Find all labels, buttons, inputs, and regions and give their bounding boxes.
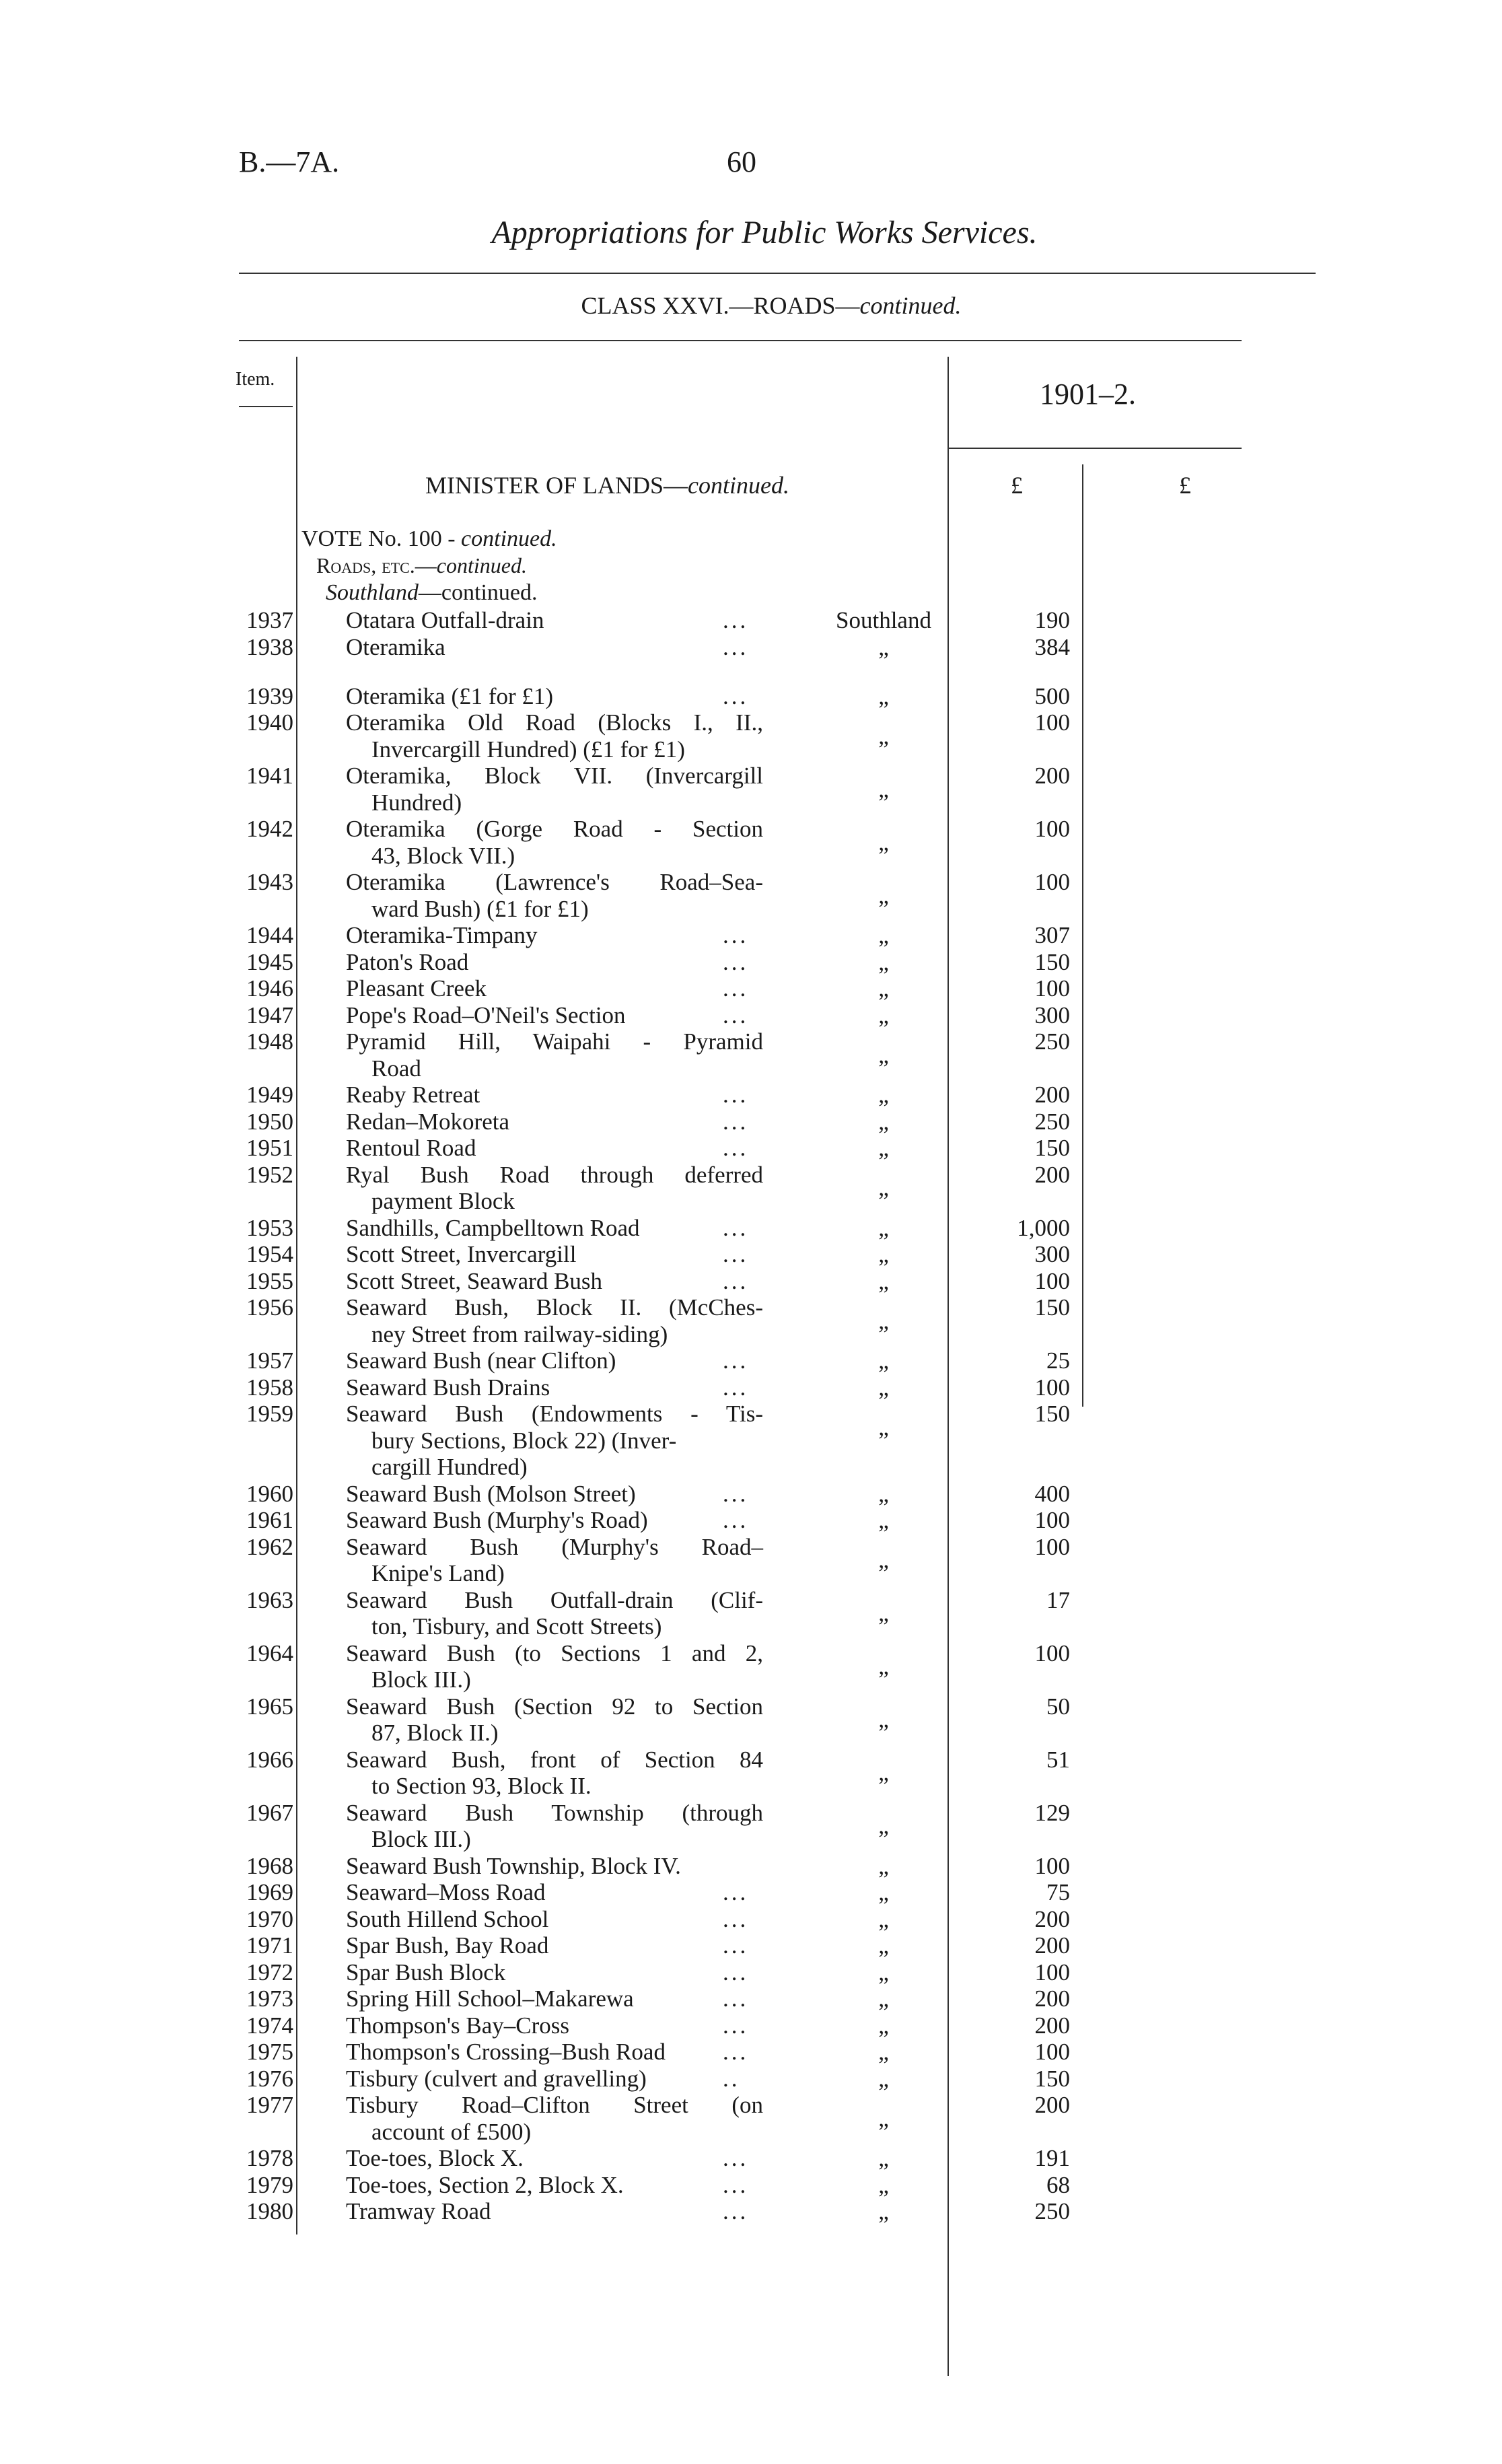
item-name-line: Sandhills, Campbelltown Road: [346, 1214, 640, 1241]
item-name: [346, 1507, 763, 1534]
item-number: 1955: [246, 1267, 293, 1294]
item-locality: „: [878, 2105, 889, 2132]
item-locality: „: [878, 1600, 889, 1627]
item-name-line: Seaward Bush Outfall-drain (Clif-: [346, 1586, 763, 1613]
item-name: [346, 816, 763, 869]
item-name: [346, 1268, 763, 1295]
item-amount: 100: [1034, 1267, 1070, 1294]
item-locality: „: [878, 922, 889, 949]
item-name: [346, 1002, 763, 1029]
item-name-line: Block III.): [371, 1826, 471, 1853]
item-amount: 307: [1034, 922, 1070, 949]
item-locality: „: [878, 1267, 889, 1294]
item-number: 1940: [246, 709, 293, 736]
item-name-line: Scott Street, Seaward Bush: [346, 1267, 603, 1294]
item-name: [346, 1135, 763, 1162]
item-name-line: Seaward–Moss Road: [346, 1879, 546, 1906]
item-name: [346, 1347, 763, 1374]
item-number: 1968: [246, 1852, 293, 1879]
leader-dots: ...: [723, 1267, 749, 1294]
leader-dots: ...: [723, 1905, 749, 1932]
item-locality: „: [878, 1653, 889, 1680]
item-locality: „: [878, 1507, 889, 1534]
item-header-underline: [239, 406, 293, 407]
item-amount: 190: [1034, 607, 1070, 633]
item-locality: „: [878, 1347, 889, 1374]
leader-dots: ...: [723, 1985, 749, 2012]
item-name: [346, 709, 763, 763]
item-locality: „: [878, 1041, 889, 1068]
leader-dots: ...: [723, 2145, 749, 2172]
item-name: [346, 922, 763, 949]
currency-header-1: £: [1011, 472, 1023, 499]
item-amount: 100: [1034, 1374, 1070, 1401]
item-locality: „: [878, 2012, 889, 2039]
item-amount: 150: [1034, 1135, 1070, 1162]
item-name: [346, 1906, 763, 1933]
item-amount: 100: [1034, 1533, 1070, 1560]
item-name-line: ton, Tisbury, and Scott Streets): [371, 1613, 662, 1640]
item-name-line: Seaward Bush Township (through: [346, 1799, 763, 1826]
item-name-line: Oteramika Old Road (Blocks I., II.,: [346, 709, 763, 736]
item-name-line: Thompson's Crossing–Bush Road: [346, 2039, 666, 2066]
item-number: 1937: [246, 607, 293, 633]
item-number: 1961: [246, 1507, 293, 1534]
item-name: [346, 1959, 763, 1986]
item-locality: „: [878, 1547, 889, 1574]
leader-dots: ..: [723, 2065, 740, 2092]
roads-heading-suffix: continued.: [436, 553, 527, 577]
item-name-line: Block III.): [371, 1666, 471, 1693]
item-name-line: Seaward Bush, front of Section 84: [346, 1746, 763, 1773]
item-name-line: Spar Bush, Bay Road: [346, 1932, 549, 1959]
leader-dots: ...: [723, 1932, 749, 1959]
item-number: 1979: [246, 2171, 293, 2198]
vote-heading-suffix: continued.: [461, 526, 557, 551]
item-name: [346, 1879, 763, 1906]
item-name-line: Invercargill Hundred) (£1 for £1): [371, 736, 685, 763]
item-name-line: Reaby Retreat: [346, 1082, 480, 1108]
item-amount: 68: [1046, 2171, 1070, 2198]
item-name: [346, 949, 763, 976]
item-name: [346, 2039, 763, 2066]
item-amount: 150: [1034, 948, 1070, 975]
item-name-line: Seaward Bush (Endowments - Tis-: [346, 1401, 763, 1428]
item-locality: „: [878, 1879, 889, 1906]
item-locality: „: [878, 1759, 889, 1786]
item-name: [346, 683, 763, 710]
item-locality: „: [878, 1959, 889, 1985]
item-locality: „: [878, 1082, 889, 1108]
item-number: 1948: [246, 1028, 293, 1055]
item-locality: Southland: [836, 607, 931, 633]
item-name-line: Tisbury (culvert and gravelling): [346, 2065, 647, 2092]
item-locality: „: [878, 1307, 889, 1334]
item-amount: 200: [1034, 1985, 1070, 2012]
item-name-line: bury Sections, Block 22) (Inver-: [371, 1427, 677, 1454]
item-locality: „: [878, 722, 889, 749]
item-name: [346, 1108, 763, 1135]
item-number: 1949: [246, 1082, 293, 1108]
leader-dots: ...: [723, 1507, 749, 1534]
item-number: 1972: [246, 1959, 293, 1985]
subsection-heading: [326, 580, 537, 606]
item-name: [346, 2145, 763, 2172]
item-amount: 75: [1046, 1879, 1070, 1906]
item-number: 1970: [246, 1905, 293, 1932]
item-name-line: account of £500): [371, 2118, 532, 2145]
item-amount: 500: [1034, 682, 1070, 709]
item-amount: 100: [1034, 1852, 1070, 1879]
item-name: [346, 1932, 763, 1959]
item-name-line: to Section 93, Block II.: [371, 1773, 592, 1800]
item-number: 1954: [246, 1241, 293, 1268]
item-locality: „: [878, 1480, 889, 1507]
item-name: [346, 1587, 763, 1640]
leader-dots: ...: [723, 1480, 749, 1507]
item-name: [346, 1162, 763, 1215]
item-number: 1952: [246, 1161, 293, 1188]
document-reference: B.—7A.: [239, 145, 340, 178]
item-locality: „: [878, 1001, 889, 1028]
header-rule: [239, 340, 1242, 341]
item-number: 1953: [246, 1214, 293, 1241]
item-name-line: Seaward Bush Drains: [346, 1374, 550, 1401]
item-name: [346, 1215, 763, 1242]
item-name: [346, 607, 763, 634]
item-name-line: Seaward Bush (to Sections 1 and 2,: [346, 1640, 763, 1666]
item-amount: 200: [1034, 1161, 1070, 1188]
item-number: 1974: [246, 2012, 293, 2039]
item-locality: „: [878, 1852, 889, 1879]
item-name-line: Scott Street, Invercargill: [346, 1241, 577, 1268]
item-amount: 200: [1034, 1932, 1070, 1959]
item-name-line: Pope's Road–O'Neil's Section: [346, 1001, 626, 1028]
item-name-line: Toe-toes, Block X.: [346, 2145, 524, 2172]
item-name-line: Seaward Bush (Murphy's Road–: [346, 1533, 763, 1560]
item-locality: „: [878, 975, 889, 1002]
item-number: 1951: [246, 1135, 293, 1162]
item-locality: „: [878, 1214, 889, 1241]
leader-dots: ...: [723, 1374, 749, 1401]
item-column-divider: [296, 357, 297, 2234]
item-locality: „: [878, 1413, 889, 1440]
item-amount: 250: [1034, 1028, 1070, 1055]
item-name-line: Seaward Bush Township, Block IV.: [346, 1852, 681, 1879]
item-amount: 300: [1034, 1241, 1070, 1268]
second-amount-column-divider: [1082, 464, 1083, 1407]
item-amount: 100: [1034, 816, 1070, 843]
item-number: 1945: [246, 948, 293, 975]
item-name-line: Spar Bush Block: [346, 1959, 506, 1985]
item-name: [346, 2012, 763, 2039]
item-name-line: Redan–Mokoreta: [346, 1108, 509, 1135]
item-amount: 100: [1034, 869, 1070, 896]
item-amount: 129: [1034, 1799, 1070, 1826]
item-amount: 400: [1034, 1480, 1070, 1507]
leader-dots: ...: [723, 1082, 749, 1108]
item-name-line: cargill Hundred): [371, 1454, 528, 1481]
item-name-line: 87, Block II.): [371, 1720, 499, 1747]
item-locality: „: [878, 2198, 889, 2225]
subsection-heading-suffix: —continued.: [418, 580, 538, 605]
item-name-line: payment Block: [371, 1188, 515, 1215]
item-amount: 150: [1034, 1294, 1070, 1321]
item-locality: „: [878, 1706, 889, 1733]
item-name: [346, 1082, 763, 1108]
item-number: 1939: [246, 682, 293, 709]
item-column-header: Item.: [236, 369, 275, 390]
item-amount: 300: [1034, 1001, 1070, 1028]
item-number: 1962: [246, 1533, 293, 1560]
item-number: 1980: [246, 2198, 293, 2225]
item-amount: 150: [1034, 2065, 1070, 2092]
item-number: 1965: [246, 1693, 293, 1720]
vote-heading: [301, 526, 557, 552]
item-number: 1946: [246, 975, 293, 1002]
item-locality: „: [878, 1135, 889, 1162]
leader-dots: ...: [723, 2039, 749, 2066]
item-name: [346, 975, 763, 1002]
subsection-heading-main: Southland: [326, 580, 419, 605]
leader-dots: ...: [723, 948, 749, 975]
item-name-line: Oteramika (£1 for £1): [346, 682, 554, 709]
item-amount: 100: [1034, 709, 1070, 736]
item-amount: 25: [1046, 1347, 1070, 1374]
item-amount: 100: [1034, 2039, 1070, 2066]
item-number: 1967: [246, 1799, 293, 1826]
item-name-line: Oteramika, Block VII. (Invercargill: [346, 763, 763, 789]
leader-dots: ...: [723, 1135, 749, 1162]
item-name: [346, 1800, 763, 1853]
item-number: 1963: [246, 1586, 293, 1613]
item-amount: 200: [1034, 2092, 1070, 2119]
leader-dots: ...: [723, 1108, 749, 1135]
item-name-line: Tisbury Road–Clifton Street (on: [346, 2092, 763, 2119]
leader-dots: ...: [723, 1001, 749, 1028]
item-name: [346, 1985, 763, 2012]
item-amount: 100: [1034, 1959, 1070, 1985]
item-name-line: Road: [371, 1055, 421, 1082]
item-locality: „: [878, 1812, 889, 1839]
item-number: 1975: [246, 2039, 293, 2066]
item-name-line: ney Street from railway-siding): [371, 1321, 668, 1347]
item-name: [346, 1294, 763, 1347]
leader-dots: ...: [723, 922, 749, 949]
item-amount: 100: [1034, 1640, 1070, 1666]
item-name: [346, 1401, 763, 1481]
minister-heading: [425, 471, 789, 499]
item-name-line: Oteramika (Lawrence's Road–Sea-: [346, 869, 763, 896]
item-amount: 200: [1034, 1905, 1070, 1932]
item-name-line: Knipe's Land): [371, 1560, 505, 1587]
item-number: 1957: [246, 1347, 293, 1374]
item-amount: 1,000: [1017, 1214, 1070, 1241]
item-name: [346, 2092, 763, 2145]
item-number: 1966: [246, 1746, 293, 1773]
item-locality: „: [878, 1985, 889, 2012]
item-locality: „: [878, 1374, 889, 1401]
item-name: [346, 2172, 763, 2199]
item-amount: 100: [1034, 1507, 1070, 1534]
item-name-line: Rentoul Road: [346, 1135, 476, 1162]
item-name: [346, 2198, 763, 2225]
item-name: [346, 869, 763, 922]
item-locality: „: [878, 1241, 889, 1268]
item-number: 1971: [246, 1932, 293, 1959]
item-amount: 191: [1034, 2145, 1070, 2172]
roads-heading-main: Roads, etc.—: [316, 553, 437, 577]
item-name-line: 43, Block VII.): [371, 842, 515, 869]
item-locality: „: [878, 1905, 889, 1932]
item-locality: „: [878, 1108, 889, 1135]
item-locality: „: [878, 1174, 889, 1201]
leader-dots: ...: [723, 975, 749, 1002]
minister-heading-suffix: continued.: [688, 472, 789, 499]
item-name: [346, 1028, 763, 1082]
item-name: [346, 634, 763, 661]
leader-dots: ...: [723, 1241, 749, 1268]
item-name-line: Seaward Bush, Block II. (McChes-: [346, 1294, 763, 1321]
currency-header-2: £: [1179, 472, 1191, 499]
item-amount: 100: [1034, 975, 1070, 1002]
item-name: [346, 1241, 763, 1268]
item-amount: 51: [1046, 1746, 1070, 1773]
item-name-line: Tramway Road: [346, 2198, 491, 2225]
vote-heading-main: VOTE No. 100 -: [301, 526, 456, 551]
item-number: 1950: [246, 1108, 293, 1135]
item-locality: „: [878, 682, 889, 709]
year-header-underline: [949, 448, 1242, 449]
item-name-line: Toe-toes, Section 2, Block X.: [346, 2171, 624, 2198]
class-title: [0, 291, 1502, 320]
item-number: 1976: [246, 2065, 293, 2092]
item-name-line: Otatara Outfall-drain: [346, 607, 544, 633]
item-locality: „: [878, 633, 889, 660]
item-amount: 17: [1046, 1586, 1070, 1613]
item-name-line: Seaward Bush (Section 92 to Section: [346, 1693, 763, 1720]
item-number: 1964: [246, 1640, 293, 1666]
item-amount: 250: [1034, 2198, 1070, 2225]
item-locality: „: [878, 2145, 889, 2172]
minister-heading-main: MINISTER OF LANDS—: [425, 472, 688, 499]
leader-dots: ...: [723, 682, 749, 709]
item-name-line: Pyramid Hill, Waipahi - Pyramid: [346, 1028, 763, 1055]
item-name-line: Ryal Bush Road through deferred: [346, 1161, 763, 1188]
item-name: [346, 2066, 763, 2092]
item-name-line: Oteramika-Timpany: [346, 922, 538, 949]
item-number: 1978: [246, 2145, 293, 2172]
item-locality: „: [878, 775, 889, 802]
item-name-line: Seaward Bush (Murphy's Road): [346, 1507, 648, 1534]
item-name: [346, 1640, 763, 1693]
item-name-line: Thompson's Bay–Cross: [346, 2012, 570, 2039]
roads-heading: [316, 553, 527, 578]
leader-dots: ...: [723, 633, 749, 660]
item-amount: 150: [1034, 1401, 1070, 1428]
leader-dots: ...: [723, 1959, 749, 1985]
top-rule: [239, 273, 1316, 274]
item-amount: 200: [1034, 1082, 1070, 1108]
item-number: 1944: [246, 922, 293, 949]
class-title-suffix: continued.: [859, 292, 962, 319]
item-number: 1941: [246, 763, 293, 789]
item-name-line: Hundred): [371, 789, 462, 816]
leader-dots: ...: [723, 1347, 749, 1374]
item-name-line: Oteramika: [346, 633, 445, 660]
item-name-line: ward Bush) (£1 for £1): [371, 895, 589, 922]
item-amount: 200: [1034, 2012, 1070, 2039]
item-locality: „: [878, 2039, 889, 2066]
item-locality: „: [878, 829, 889, 855]
leader-dots: ...: [723, 2198, 749, 2225]
item-number: 1942: [246, 816, 293, 843]
item-name: [346, 763, 763, 816]
item-name-line: Pleasant Creek: [346, 975, 487, 1002]
item-name-line: Spring Hill School–Makarewa: [346, 1985, 634, 2012]
item-number: 1938: [246, 633, 293, 660]
item-name: [346, 1853, 763, 1880]
item-name-line: Oteramika (Gorge Road - Section: [346, 816, 763, 843]
item-name: [346, 1374, 763, 1401]
leader-dots: ...: [723, 607, 749, 633]
item-number: 1947: [246, 1001, 293, 1028]
item-amount: 200: [1034, 763, 1070, 789]
item-amount: 250: [1034, 1108, 1070, 1135]
item-number: 1958: [246, 1374, 293, 1401]
item-amount: 50: [1046, 1693, 1070, 1720]
item-name: [346, 1747, 763, 1800]
item-locality: „: [878, 2171, 889, 2198]
item-number: 1960: [246, 1480, 293, 1507]
item-number: 1973: [246, 1985, 293, 2012]
item-number: 1959: [246, 1401, 293, 1428]
item-name: [346, 1481, 763, 1508]
item-locality: „: [878, 948, 889, 975]
item-number: 1969: [246, 1879, 293, 1906]
leader-dots: ...: [723, 1214, 749, 1241]
item-name: [346, 1534, 763, 1587]
leader-dots: ...: [723, 1879, 749, 1906]
item-name-line: Paton's Road: [346, 948, 469, 975]
item-amount: 384: [1034, 633, 1070, 660]
page-title: Appropriations for Public Works Services.: [491, 215, 1038, 250]
item-name-line: Seaward Bush (near Clifton): [346, 1347, 616, 1374]
item-locality: „: [878, 882, 889, 909]
item-number: 1956: [246, 1294, 293, 1321]
item-name: [346, 1693, 763, 1747]
leader-dots: ...: [723, 2171, 749, 2198]
page-number: 60: [727, 145, 756, 178]
leader-dots: ...: [723, 2012, 749, 2039]
item-number: 1977: [246, 2092, 293, 2119]
item-name-line: Seaward Bush (Molson Street): [346, 1480, 636, 1507]
item-locality: „: [878, 2065, 889, 2092]
item-locality: „: [878, 1932, 889, 1959]
item-name-line: South Hillend School: [346, 1905, 549, 1932]
year-column-header: 1901–2.: [1040, 378, 1136, 411]
class-title-main: CLASS XXVI.—ROADS—: [581, 292, 860, 319]
item-number: 1943: [246, 869, 293, 896]
